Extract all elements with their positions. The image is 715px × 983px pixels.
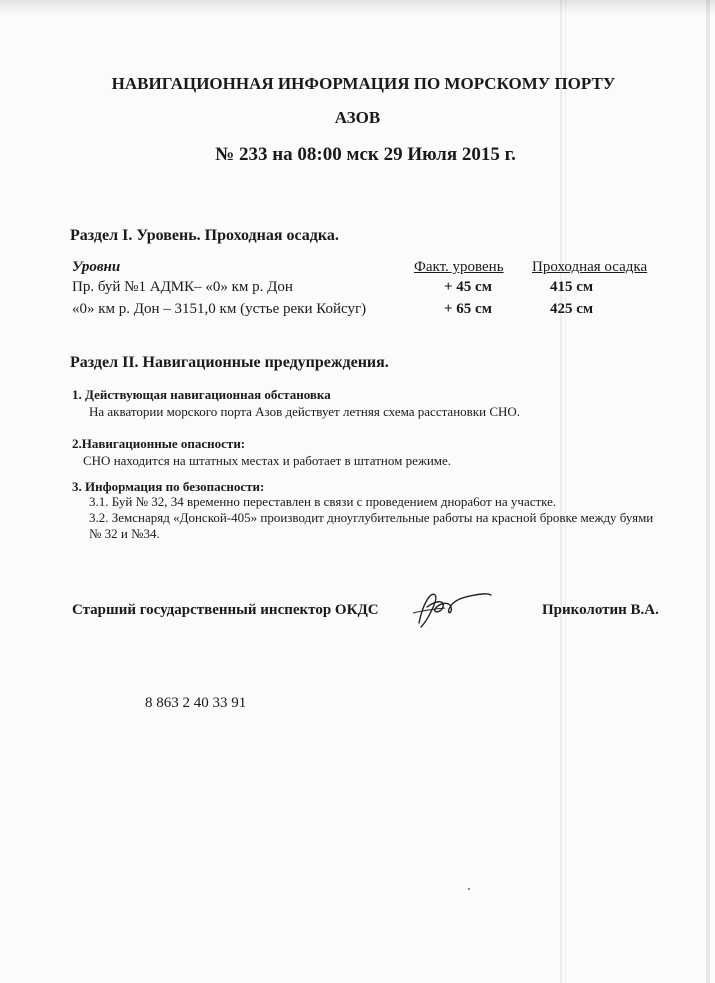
phone-number: 8 863 2 40 33 91 [145,695,247,711]
report-number-date: № 233 на 08:00 мск 29 Июля 2015 г. [215,144,516,165]
port-name: АЗОВ [334,108,381,127]
column-header-draft: Проходная осадка [532,259,648,275]
row-location: Пр. буй №1 АДМК– «0» км р. Дон [72,279,293,295]
signature-image [405,583,495,633]
row-fact-level: + 45 см [444,279,492,295]
scan-smudge [0,0,715,14]
signer-position: Старший государственный инспектор ОКДС [72,602,379,618]
scan-speck [468,888,470,890]
section1-title: Раздел I. Уровень. Проходная осадка. [70,227,339,244]
section2-title: Раздел II. Навигационные предупреждения. [70,354,389,371]
column-header-fact-level: Факт. уровень [414,259,504,275]
item1-text: На акватории морского порта Азов действует летняя схема расстановки СНО. [89,404,521,419]
item3-text-b: 3.2. Земснаряд «Донской-405» производит дноуглубительные работы на красной бровке между буями № 32 и №34. [89,510,654,541]
document-title: НАВИГАЦИОННАЯ ИНФОРМАЦИЯ ПО МОРСКОМУ ПОРТУ [111,74,616,93]
item3-text-a: 3.1. Буй № 32, 34 временно переставлен в связи с проведением днора6от на участке. [89,494,557,509]
item2-text: СНО находится на штатных местах и работает в штатном режиме. [83,453,452,468]
row-draft: 425 см [550,301,594,317]
item3-title: 3. Информация по безопасности: [72,479,265,494]
item1-title: 1. Действующая навигационная обстановка [72,387,331,402]
signer-name: Приколотин В.А. [542,602,659,618]
row-location: «0» км р. Дон – 3151,0 км (устье реки Койсуг) [72,301,367,317]
column-header-levels: Уровни [72,259,121,275]
row-draft: 415 см [550,279,594,295]
item2-title: 2.Навигационные опасности: [72,436,246,451]
row-fact-level: + 65 см [444,301,492,317]
